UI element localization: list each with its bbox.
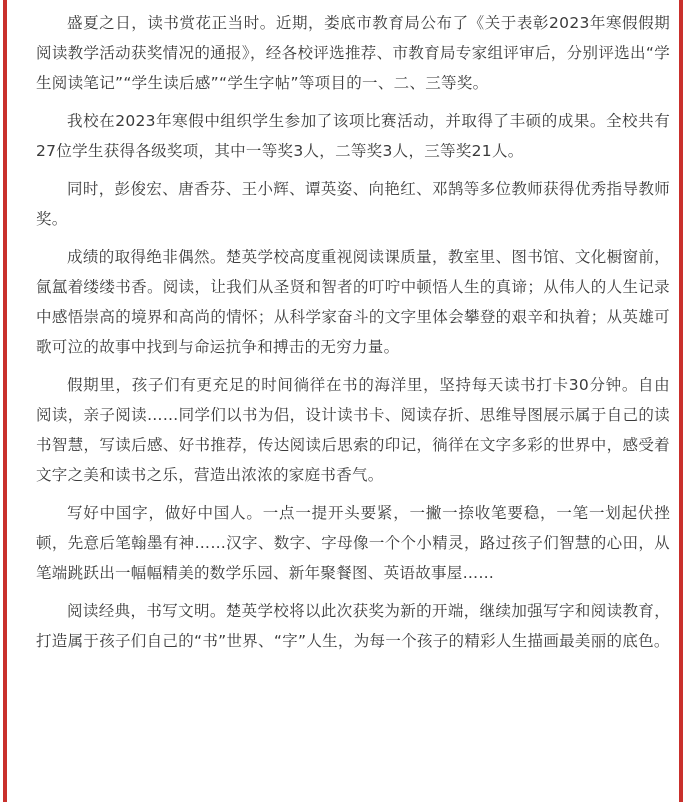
paragraph-opening: 盛夏之日，读书赏花正当时。近期，娄底市教育局公布了《关于表彰2023年寒假假期阅读教学活动获奖情况的通报》，经各校评选推荐、市教育局专家组评审后，分别评选出“学生阅读笔记”“学生读后感”“学生字帖”等项目的一、二、三等奖。	[36, 14, 670, 92]
paragraph-holiday-reading: 假期里，孩子们有更充足的时间徜徉在书的海洋里，坚持每天读书打卡30分钟。自由阅读，亲子阅读……同学们以书为侣，设计读书卡、阅读存折、思维导图展示属于自己的读书智慧，写读后感、好书推荐，传达阅读后思索的印记，徜徉在文字多彩的世界中，感受着文字之美和读书之乐，营造出浓浓的家庭书香气。	[36, 376, 670, 484]
article-body	[36, 8, 670, 664]
paragraph-closing: 阅读经典，书写文明。楚英学校将以此次获奖为新的开端，继续加强写字和阅读教育，打造属于孩子们自己的“书”世界、“字”人生，为每一个孩子的精彩人生描画最美丽的底色。	[36, 602, 670, 650]
paragraph-calligraphy: 写好中国字，做好中国人。一点一提开头要紧，一撇一捺收笔要稳，一笔一划起伏挫顿，先意后笔翰墨有神……汉字、数字、字母像一个个小精灵，路过孩子们智慧的心田，从笔端跳跃出一幅幅精美的数学乐园、新年聚餐图、英语故事屋……	[36, 504, 670, 582]
page-frame	[3, 0, 683, 802]
paragraph-teachers: 同时，彭俊宏、唐香芬、王小辉、谭英姿、向艳红、邓鹄等多位教师获得优秀指导教师奖。	[36, 180, 670, 228]
paragraph-results: 我校在2023年寒假中组织学生参加了该项比赛活动，并取得了丰硕的成果。全校共有27位学生获得各级奖项，其中一等奖3人，二等奖3人，三等奖21人。	[36, 112, 670, 160]
paragraph-achievement: 成绩的取得绝非偶然。楚英学校高度重视阅读课质量，教室里、图书馆、文化橱窗前，氤氲着缕缕书香。阅读，让我们从圣贤和智者的叮咛中顿悟人生的真谛；从伟人的人生记录中感悟崇高的境界和高尚的情怀；从科学家奋斗的文字里体会攀登的艰辛和执着；从英雄可歌可泣的故事中找到与命运抗争和搏击的无穷力量。	[36, 248, 670, 356]
